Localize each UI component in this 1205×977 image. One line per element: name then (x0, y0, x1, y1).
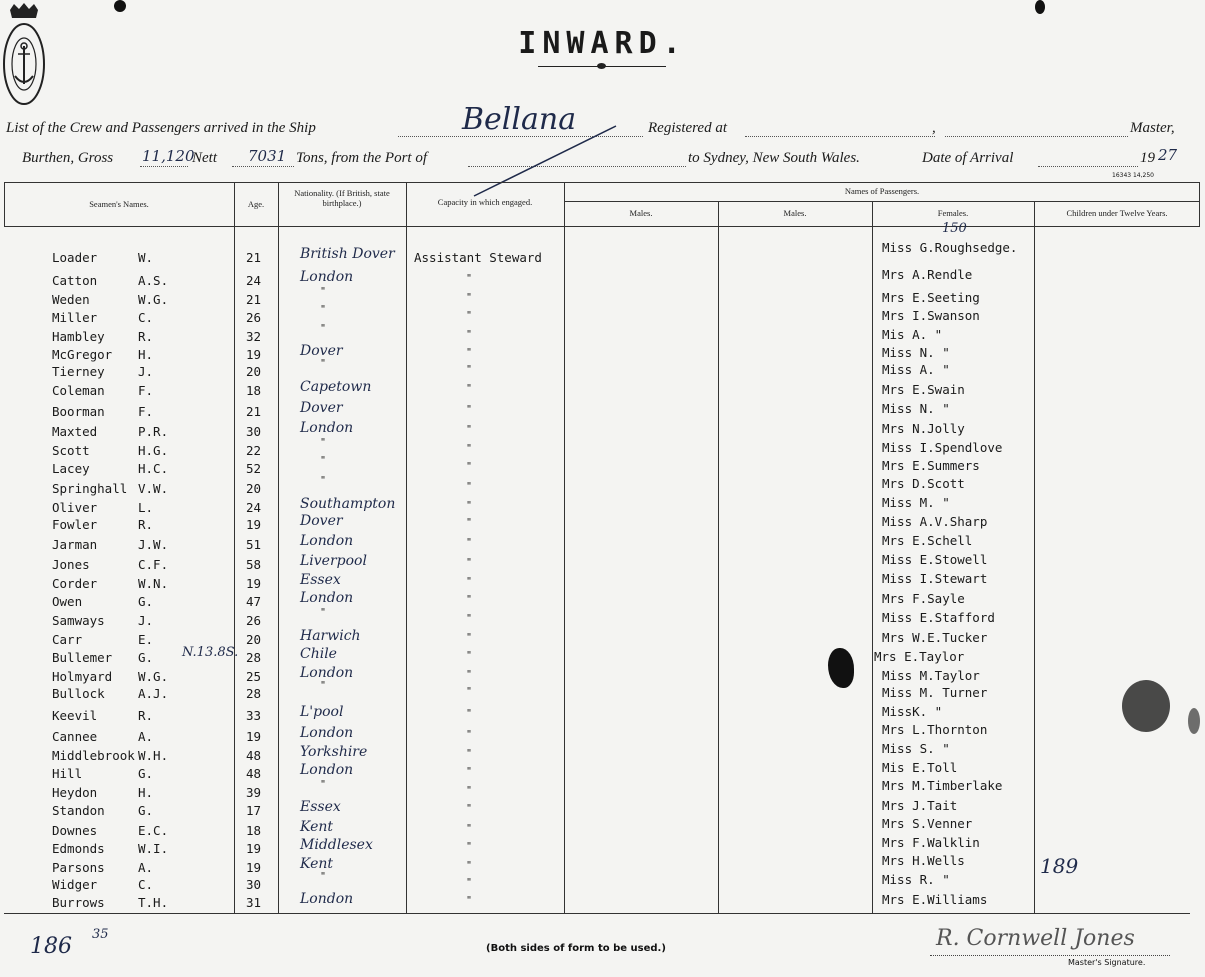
crew-surname: Heydon (52, 785, 98, 800)
crew-capacity: " (466, 424, 473, 435)
crew-initial: L. (138, 500, 154, 515)
table-header-bottom (4, 226, 1200, 227)
crew-initial: C. (138, 310, 154, 325)
female-passenger: Miss S. " (882, 741, 950, 756)
female-passenger: Mrs F.Sayle (882, 591, 965, 606)
crew-row (0, 246, 565, 267)
col-age: Age. (247, 199, 265, 209)
crew-surname: Corder (52, 576, 98, 591)
crew-capacity: " (466, 364, 473, 375)
crew-age: 19 (246, 576, 262, 591)
crew-initial: H.G. (138, 443, 169, 458)
crew-initial: H. (138, 785, 154, 800)
crew-capacity: " (466, 273, 473, 284)
crew-row (0, 553, 565, 574)
crew-initial: P.R. (138, 424, 169, 439)
master-label: Master, (1130, 120, 1175, 136)
crew-age: 47 (246, 594, 262, 609)
crew-age: 20 (246, 364, 262, 379)
crew-initial: W.I. (138, 841, 169, 856)
crew-initial: H. (138, 347, 154, 362)
ink-mark (114, 0, 126, 12)
crew-initial: A.J. (138, 686, 169, 701)
crew-surname: Boorman (52, 404, 105, 419)
crew-surname: Weden (52, 292, 90, 307)
crew-age: 51 (246, 537, 262, 552)
crew-age: 48 (246, 766, 262, 781)
crew-initial: G. (138, 803, 154, 818)
col-males-1: Males. (629, 208, 653, 218)
crew-row (0, 286, 565, 309)
nett-dots (232, 166, 294, 167)
crew-nationality: " (320, 358, 327, 369)
crew-capacity: " (466, 576, 473, 587)
crew-nationality: London (300, 725, 354, 741)
crew-age: 18 (246, 383, 262, 398)
ink-smudge (1188, 708, 1200, 734)
crew-age: 28 (246, 650, 262, 665)
crew-capacity: " (466, 729, 473, 740)
crew-age: 17 (246, 803, 262, 818)
master-dots (945, 136, 1128, 137)
female-passenger: Miss I.Stewart (882, 571, 988, 586)
crew-capacity: " (466, 404, 473, 415)
crew-row (0, 572, 565, 593)
crew-surname: Springhall (52, 481, 128, 496)
crew-nationality: Kent (300, 856, 334, 872)
col-seamen-names: Seamen's Names. (89, 199, 149, 209)
table-top-border (4, 182, 1200, 183)
crew-surname: Samways (52, 613, 105, 628)
crew-initial: H.C. (138, 461, 169, 476)
tons-label: Tons, from the Port of (296, 150, 427, 166)
crew-surname: Fowler (52, 517, 98, 532)
crew-surname: Loader (52, 250, 98, 265)
crew-nationality: " (320, 304, 327, 315)
crew-row (0, 762, 565, 783)
crew-capacity: " (466, 481, 473, 492)
crew-surname: Oliver (52, 500, 98, 515)
crew-age: 19 (246, 517, 262, 532)
crew-initial: W.N. (138, 576, 169, 591)
female-passenger: Miss R. " (882, 872, 950, 887)
crew-capacity: " (466, 461, 473, 472)
crew-age: 19 (246, 729, 262, 744)
arrival-label: Date of Arrival (922, 150, 1014, 166)
gross-value: 11,120 (142, 147, 195, 165)
female-passenger: Mrs E.Seeting (882, 290, 980, 305)
crew-nationality: Harwich (300, 628, 361, 644)
crew-initial: J. (138, 364, 154, 379)
crew-surname: Edmonds (52, 841, 105, 856)
nett-value: 7031 (248, 147, 287, 165)
crew-age: 19 (246, 841, 262, 856)
col-nationality: Nationality. (If British, state birthplace.) (294, 188, 390, 208)
crew-surname: Downes (52, 823, 98, 838)
crew-row (0, 496, 565, 517)
crew-age: 26 (246, 310, 262, 325)
col-passengers: Names of Passengers. (844, 186, 920, 196)
crew-nationality: London (300, 533, 354, 549)
crew-surname: McGregor (52, 347, 113, 362)
col-children: Children under Twelve Years. (1066, 208, 1168, 218)
burthen-label: Burthen, Gross (22, 150, 114, 166)
crew-initial: A. (138, 860, 154, 875)
crew-row (0, 590, 565, 611)
crew-nationality: " (320, 680, 327, 691)
crew-nationality: L'pool (300, 704, 344, 720)
form-code: 16343 14,250 (1112, 172, 1154, 179)
crew-row (0, 475, 565, 498)
crew-nationality: Liverpool (300, 553, 367, 569)
female-passenger: Mrs E.Schell (882, 533, 973, 548)
crew-nationality: Dover (300, 400, 343, 416)
table-bottom-border (4, 913, 1190, 914)
col-males-2: Males. (783, 208, 807, 218)
crew-capacity: " (466, 803, 473, 814)
crew-capacity: " (466, 877, 473, 888)
signature-line (930, 955, 1170, 956)
passenger-subhead-line (564, 201, 1200, 202)
crew-age: 48 (246, 748, 262, 763)
crew-age: 24 (246, 273, 262, 288)
crew-capacity: " (466, 537, 473, 548)
ink-mark (1035, 0, 1045, 14)
crew-row (0, 799, 565, 820)
crew-surname: Parsons (52, 860, 105, 875)
female-passenger: Mis E.Toll (882, 760, 958, 775)
crew-capacity: " (466, 310, 473, 321)
crew-nationality: Dover (300, 343, 343, 359)
crew-row (0, 871, 565, 894)
crew-nationality: Dover (300, 513, 343, 529)
female-passenger: Mrs L.Thornton (882, 722, 988, 737)
crew-capacity: " (466, 347, 473, 358)
female-passenger: Miss G.Roughsedge. (882, 240, 1018, 255)
female-passenger: Mrs N.Jolly (882, 421, 965, 436)
ink-blot (828, 648, 854, 688)
female-passenger: Mrs A.Rendle (882, 267, 973, 282)
crew-surname: Jones (52, 557, 90, 572)
ship-name: Bellana (462, 102, 577, 137)
col-females: Females. (937, 208, 969, 218)
footer-note: (Both sides of form to be used.) (486, 943, 666, 954)
crew-nationality: " (320, 286, 327, 297)
crew-surname: Maxted (52, 424, 98, 439)
crew-nationality: Middlesex (300, 837, 373, 853)
crew-row (0, 533, 565, 554)
female-passenger: Miss A. " (882, 362, 950, 377)
female-passenger: Mrs M.Timberlake (882, 778, 1003, 793)
crew-capacity: " (466, 443, 473, 454)
female-passenger: Miss N. " (882, 345, 950, 360)
female-passenger: Mrs E.Summers (882, 458, 980, 473)
crew-initial: G. (138, 594, 154, 609)
crew-surname: Holmyard (52, 669, 113, 684)
crew-initial: A.S. (138, 273, 169, 288)
female-passenger: Mrs E.Swain (882, 382, 965, 397)
crew-capacity: " (466, 383, 473, 394)
crew-row (0, 358, 565, 381)
crew-row (0, 665, 565, 686)
crew-capacity: " (466, 594, 473, 605)
crew-surname: Scott (52, 443, 90, 458)
col-divider-females (872, 201, 873, 913)
crew-initial: T.H. (138, 895, 169, 910)
crew-initial: W.G. (138, 669, 169, 684)
crew-surname: Miller (52, 310, 98, 325)
crew-row (0, 725, 565, 746)
crew-row (0, 323, 565, 346)
crew-nationality: Essex (300, 799, 341, 815)
crew-nationality: Kent (300, 819, 334, 835)
crew-surname: Catton (52, 273, 98, 288)
female-passenger: Miss E.Stowell (882, 552, 988, 567)
crew-capacity: Assistant Steward (414, 250, 542, 265)
crew-row (0, 646, 565, 667)
crew-age: 25 (246, 669, 262, 684)
ship-line-prefix: List of the Crew and Passengers arrived in the Ship (6, 120, 316, 136)
bottom-left-number: 186 (30, 934, 72, 959)
crew-nationality: Chile (300, 646, 337, 662)
crew-nationality: " (320, 475, 327, 486)
crew-nationality: " (320, 779, 327, 790)
crew-row (0, 856, 565, 877)
ink-smudge (1122, 680, 1170, 732)
crew-row (0, 891, 565, 912)
crew-row (0, 379, 565, 400)
crew-row (0, 400, 565, 421)
crew-capacity: " (466, 841, 473, 852)
crew-capacity: " (466, 557, 473, 568)
female-passenger: Miss M. " (882, 495, 950, 510)
crew-initial: W.H. (138, 748, 169, 763)
crew-surname: Bullemer (52, 650, 113, 665)
crew-capacity: " (466, 669, 473, 680)
col-divider-males2 (718, 201, 719, 913)
crew-nationality: Southampton (300, 496, 396, 512)
crew-surname: Middlebrook (52, 748, 135, 763)
crew-capacity: " (466, 632, 473, 643)
crew-row (0, 607, 565, 630)
crew-initial: J. (138, 613, 154, 628)
to-sydney-label: to Sydney, New South Wales. (688, 150, 860, 166)
crew-initial: W. (138, 250, 154, 265)
crew-nationality: London (300, 891, 354, 907)
crew-initial: F. (138, 383, 154, 398)
female-passenger: Mrs F.Walklin (882, 835, 980, 850)
female-passenger: Mis A. " (882, 327, 943, 342)
crew-row (0, 455, 565, 478)
crew-surname: Lacey (52, 461, 90, 476)
crew-capacity: " (466, 823, 473, 834)
crew-surname: Bullock (52, 686, 105, 701)
crew-surname: Tierney (52, 364, 105, 379)
crew-initial: G. (138, 650, 154, 665)
crew-initial: V.W. (138, 481, 169, 496)
female-passenger: Mrs H.Wells (882, 853, 965, 868)
crew-capacity: " (466, 329, 473, 340)
crew-row (0, 704, 565, 725)
crew-capacity: " (466, 686, 473, 697)
females-top-note: 150 (942, 221, 967, 236)
crew-surname: Jarman (52, 537, 98, 552)
crew-age: 24 (246, 500, 262, 515)
crew-row (0, 437, 565, 460)
crew-nationality: Yorkshire (300, 744, 368, 760)
master-signature: R. Cornwell Jones (936, 926, 1135, 951)
gross-dots (140, 166, 188, 167)
crew-capacity: " (466, 613, 473, 624)
page-title: INWARD. (518, 26, 687, 61)
crew-age: 18 (246, 823, 262, 838)
registered-comma: , (932, 120, 936, 136)
female-passenger: Miss M. Turner (882, 685, 988, 700)
crew-surname: Standon (52, 803, 105, 818)
crew-age: 20 (246, 632, 262, 647)
year-prefix: 19 (1140, 150, 1155, 166)
bottom-left-sup: 35 (92, 927, 109, 942)
female-passenger: Miss M.Taylor (882, 668, 980, 683)
crew-row (0, 269, 565, 290)
children-note: 189 (1040, 854, 1079, 878)
crew-surname: Hambley (52, 329, 105, 344)
crew-age: 31 (246, 895, 262, 910)
crew-initial: W.G. (138, 292, 169, 307)
crew-capacity: " (466, 517, 473, 528)
crew-age: 30 (246, 877, 262, 892)
female-passenger: Miss E.Stafford (882, 610, 995, 625)
col-divider-children (1034, 201, 1035, 913)
crew-row (0, 744, 565, 765)
crew-age: 52 (246, 461, 262, 476)
crew-initial: R. (138, 329, 154, 344)
title-ornament-dot (597, 63, 606, 69)
signature-label: Master's Signature. (1068, 958, 1146, 967)
crew-nationality: " (320, 455, 327, 466)
crew-surname: Cannee (52, 729, 98, 744)
female-passenger: Mrs S.Venner (882, 816, 973, 831)
crew-initial: J.W. (138, 537, 169, 552)
crew-age: 33 (246, 708, 262, 723)
crew-capacity: " (466, 748, 473, 759)
female-passenger: Miss A.V.Sharp (882, 514, 988, 529)
crew-age: 21 (246, 404, 262, 419)
crew-surname: Widger (52, 877, 98, 892)
bullemer-note: N.13.8S. (182, 645, 239, 660)
crew-age: 19 (246, 860, 262, 875)
crew-initial: E. (138, 632, 154, 647)
female-passenger: Mrs E.Taylor (874, 649, 965, 664)
crew-capacity: " (466, 650, 473, 661)
crew-nationality: " (320, 323, 327, 334)
crew-capacity: " (466, 860, 473, 871)
crew-row (0, 680, 565, 703)
crew-age: 28 (246, 686, 262, 701)
crew-age: 30 (246, 424, 262, 439)
crew-row (0, 837, 565, 858)
crew-surname: Burrows (52, 895, 105, 910)
female-passenger: Mrs J.Tait (882, 798, 958, 813)
crew-row (0, 513, 565, 534)
crew-age: 19 (246, 347, 262, 362)
female-passenger: MissK. " (882, 704, 943, 719)
crew-initial: A. (138, 729, 154, 744)
crew-age: 26 (246, 613, 262, 628)
crew-age: 21 (246, 250, 262, 265)
crew-age: 21 (246, 292, 262, 307)
crew-capacity: " (466, 708, 473, 719)
crew-surname: Keevil (52, 708, 98, 723)
crew-nationality: Capetown (300, 379, 372, 395)
crew-age: 22 (246, 443, 262, 458)
crew-row (0, 304, 565, 327)
crew-initial: F. (138, 404, 154, 419)
crew-capacity: " (466, 766, 473, 777)
crew-nationality: " (320, 437, 327, 448)
arrival-dots (1038, 166, 1138, 167)
crew-row (0, 628, 565, 649)
crew-initial: R. (138, 708, 154, 723)
crew-initial: C. (138, 877, 154, 892)
female-passenger: Mrs W.E.Tucker (882, 630, 988, 645)
crew-nationality: " (320, 871, 327, 882)
crew-nationality: Essex (300, 572, 341, 588)
registered-dots (745, 136, 935, 137)
female-passenger: Miss I.Spendlove (882, 440, 1003, 455)
nett-label: Nett (192, 150, 217, 166)
crew-age: 32 (246, 329, 262, 344)
crew-nationality: London (300, 590, 354, 606)
crew-initial: C.F. (138, 557, 169, 572)
registered-label: Registered at (648, 120, 728, 136)
crew-nationality: London (300, 665, 354, 681)
crew-nationality: London (300, 762, 354, 778)
crew-surname: Owen (52, 594, 83, 609)
female-passenger: Mrs D.Scott (882, 476, 965, 491)
crew-age: 20 (246, 481, 262, 496)
crew-nationality: London (300, 269, 354, 285)
crew-initial: R. (138, 517, 154, 532)
crew-row (0, 779, 565, 802)
col-capacity: Capacity in which engaged. (437, 197, 533, 207)
female-passenger: Mrs E.Williams (882, 892, 988, 907)
crew-age: 58 (246, 557, 262, 572)
crew-surname: Carr (52, 632, 83, 647)
crew-surname: Coleman (52, 383, 105, 398)
crew-nationality: British Dover (300, 246, 395, 262)
crew-row (0, 420, 565, 441)
crew-initial: E.C. (138, 823, 169, 838)
crew-nationality: London (300, 420, 354, 436)
crew-nationality: " (320, 607, 327, 618)
crew-age: 39 (246, 785, 262, 800)
crew-capacity: " (466, 895, 473, 906)
female-passenger: Miss N. " (882, 401, 950, 416)
crew-row (0, 819, 565, 840)
female-passenger: Mrs I.Swanson (882, 308, 980, 323)
crew-capacity: " (466, 292, 473, 303)
crew-capacity: " (466, 500, 473, 511)
crew-capacity: " (466, 785, 473, 796)
crew-surname: Hill (52, 766, 83, 781)
year-suffix: 27 (1158, 146, 1178, 164)
crew-initial: G. (138, 766, 154, 781)
crew-row (0, 343, 565, 364)
